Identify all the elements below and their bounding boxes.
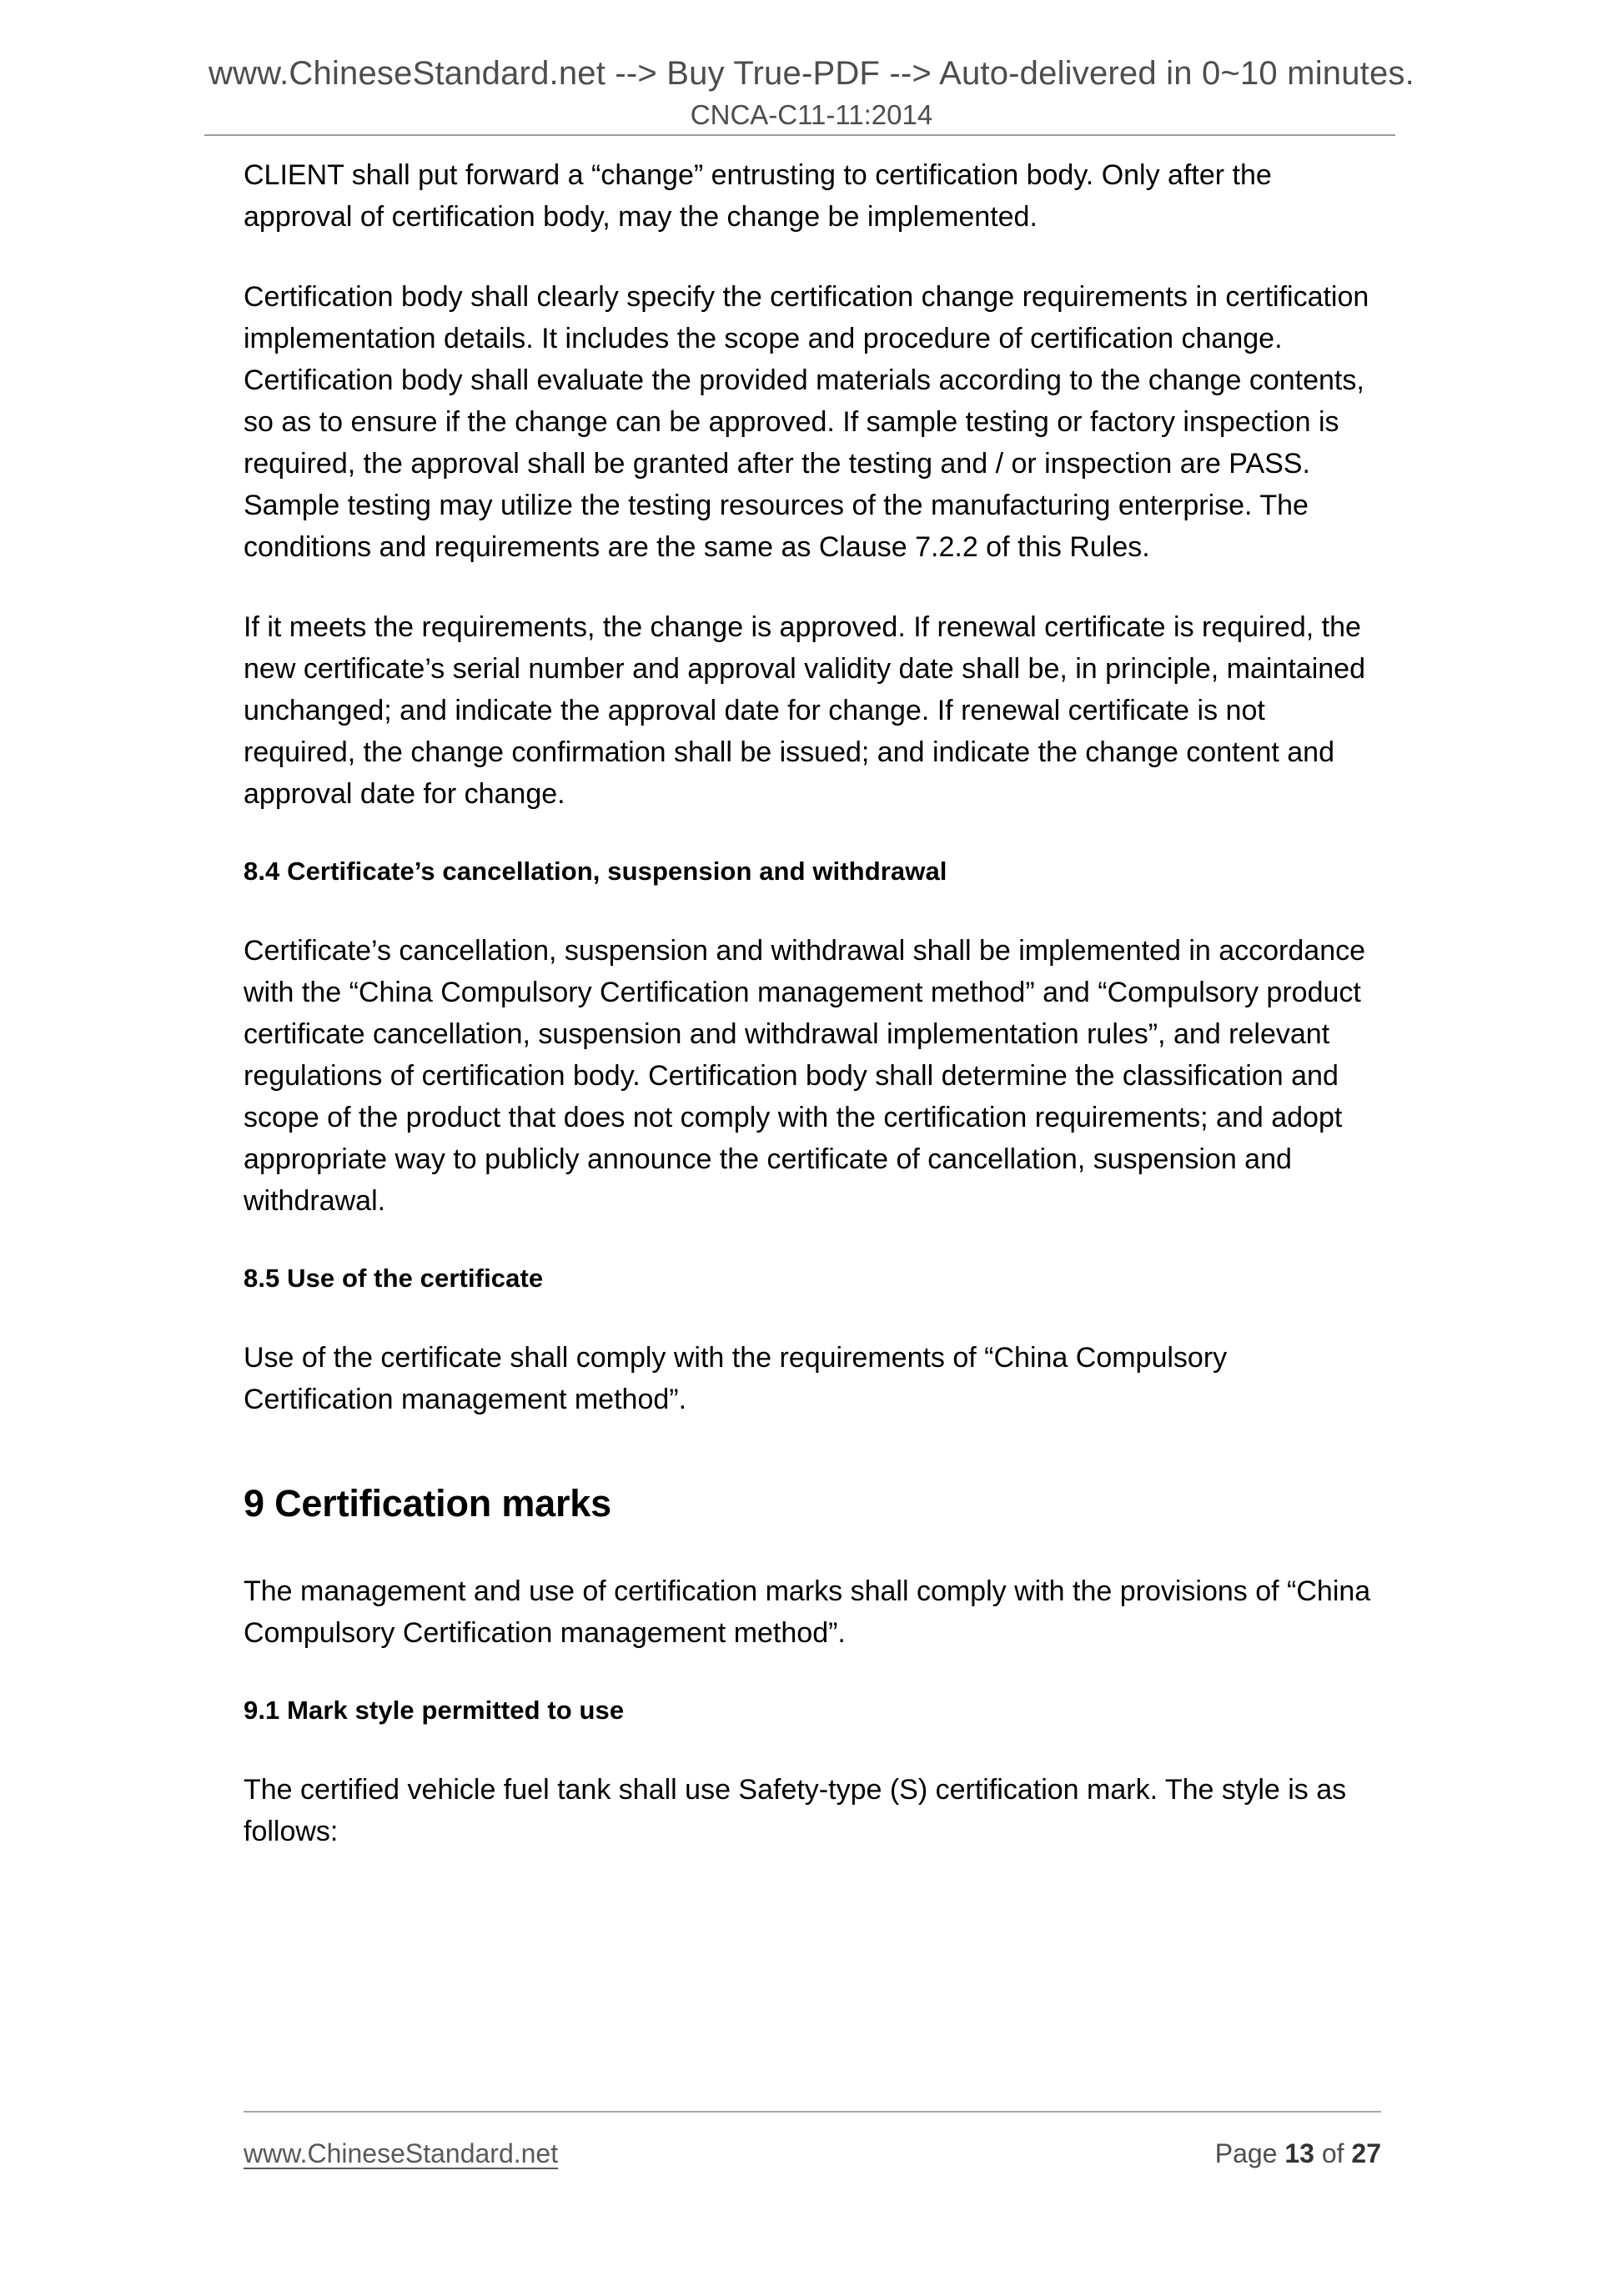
- paragraph-management-use-of-marks: The management and use of certification marks shall comply with the provisions of “China Compulsory Certification management method”.: [244, 1575, 1371, 1649]
- paragraph-client-change: CLIENT shall put forward a “change” entrusting to certification body. Only after the approval of certification body, may the change be implemented.: [244, 159, 1272, 233]
- heading-8-4-certificate-cancellation: 8.4 Certificate’s cancellation, suspension and withdrawal: [244, 857, 947, 886]
- footer-total-pages: 27: [1351, 2138, 1381, 2168]
- paragraph-cancellation-suspension-withdrawal: Certificate’s cancellation, suspension and withdrawal shall be implemented in accordance with the “China Compulsory Certification management method” and “Compulsory product certificate cancellation, suspension and withdrawal implementation rules”, and relevant regulations of certification body. Certification body shall determine the classification and scope of the product that does not comply with the certification requirements; and adopt appropriate way to publicly announce the certificate of cancellation, suspension and withdrawal.: [244, 935, 1366, 1217]
- document-body: [244, 154, 1381, 1891]
- footer-of-label: of: [1321, 2138, 1344, 2168]
- header-standard-code: CNCA-C11-11:2014: [690, 99, 933, 130]
- header-promo-text: www.ChineseStandard.net --> Buy True-PDF --> Auto-delivered in 0~10 minutes.: [209, 55, 1414, 92]
- heading-8-5-use-of-certificate: 8.5 Use of the certificate: [244, 1264, 544, 1293]
- heading-9-certification-marks: 9 Certification marks: [244, 1482, 611, 1525]
- paragraph-certification-change-requirements: Certification body shall clearly specify the certification change requirements in certification implementation details. It includes the scope and procedure of certification change. Certification body shall evaluate the provided materials according to the change contents, so as to ensure if the change can be approved. If sample testing or factory inspection is required, the approval shall be granted after the testing and / or inspection are PASS. Sample testing may utilize the testing resources of the manufacturing enterprise. The conditions and requirements are the same as Clause 7.2.2 of this Rules.: [244, 281, 1369, 563]
- footer-page-indicator: [1215, 2138, 1381, 2169]
- footer-divider: [244, 2111, 1381, 2113]
- footer-page-label: Page: [1214, 2138, 1278, 2168]
- heading-9-1-mark-style: 9.1 Mark style permitted to use: [244, 1696, 625, 1725]
- footer-site-link[interactable]: www.ChineseStandard.net: [244, 2138, 559, 2168]
- paragraph-safety-type-mark: The certified vehicle fuel tank shall use Safety-type (S) certification mark. The style is as follows:: [244, 1774, 1347, 1847]
- paragraph-use-of-certificate: Use of the certificate shall comply with the requirements of “China Compulsory Certification management method”.: [244, 1342, 1228, 1415]
- header-divider: [204, 134, 1395, 136]
- page-header: [0, 0, 1623, 128]
- paragraph-renewal-certificate: If it meets the requirements, the change is approved. If renewal certificate is required, the new certificate’s serial number and approval validity date shall be, in principle, maintained unchanged; and indicate the approval date for change. If renewal certificate is not required, the change confirmation shall be issued; and indicate the change content and approval date for change.: [244, 611, 1365, 810]
- page-footer: [244, 2138, 1381, 2169]
- footer-page-number: 13: [1284, 2138, 1314, 2168]
